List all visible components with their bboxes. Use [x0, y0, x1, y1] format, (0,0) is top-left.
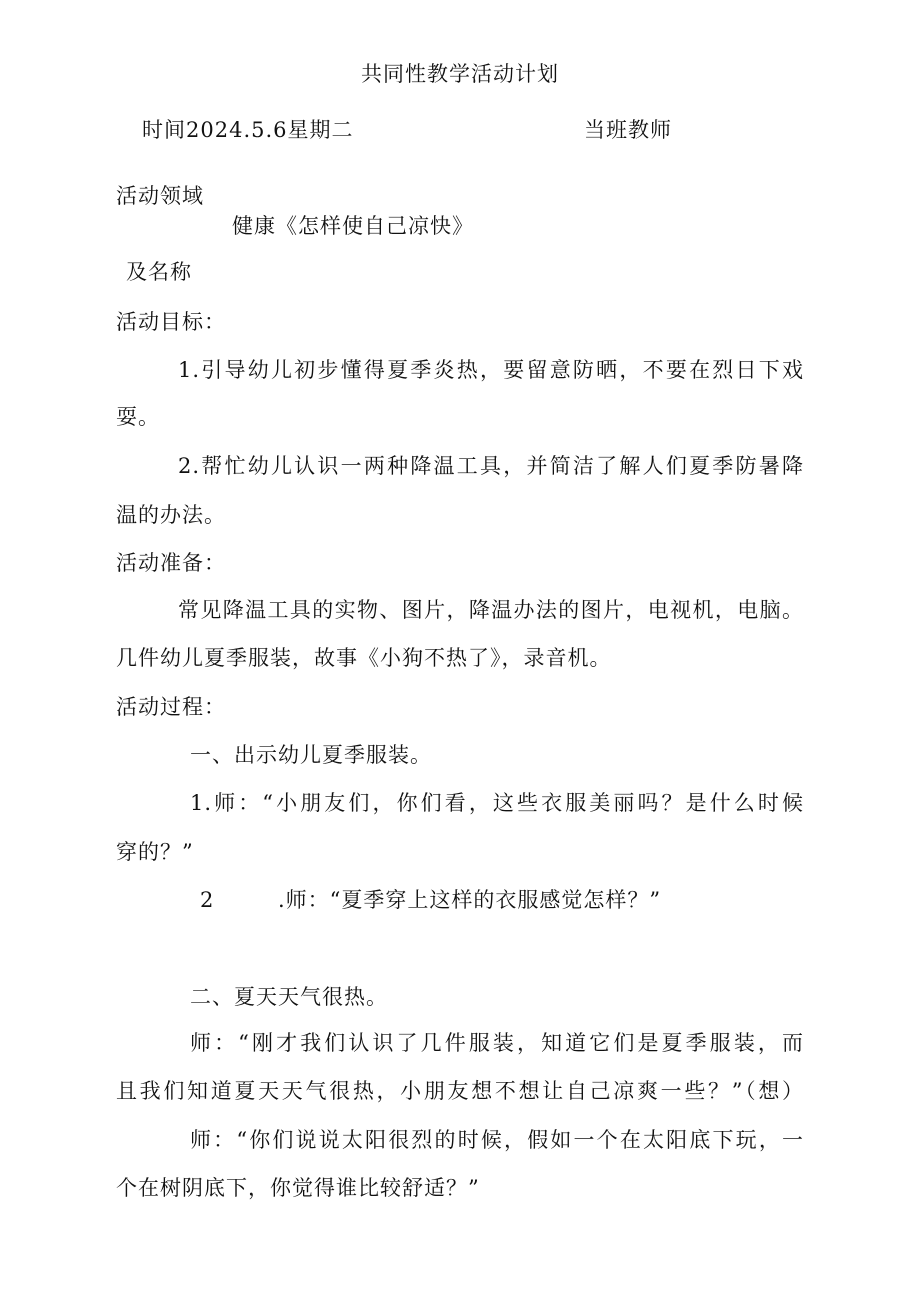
section-2-para-2-line2: 个在树阴底下，你觉得谁比较舒适？” — [116, 1176, 480, 1200]
section-1-item-2 — [200, 890, 661, 911]
domain-label-line1: 活动领域 — [116, 184, 204, 208]
goal-item-2-line1: 2.帮忙幼儿认识一两种降温工具，并简洁了解人们夏季防暑降 — [178, 454, 804, 478]
section-2-para-1-line1: 师：“刚才我们认识了几件服装，知道它们是夏季服装，而 — [190, 1031, 804, 1055]
section-1-item-2-number: 2 — [200, 888, 215, 912]
domain-label-line2: 及名称 — [126, 260, 192, 284]
prep-line2: 几件幼儿夏季服装，故事《小狗不热了》，录音机。 — [116, 646, 612, 670]
time-field: 时间2024.5.6星期二 — [142, 118, 354, 142]
section-1-item-2-text: .师：“夏季穿上这样的衣服感觉怎样？” — [278, 888, 662, 912]
section-1-heading: 一、出示幼儿夏季服装。 — [190, 743, 432, 767]
goal-item-1-line1: 1.引导幼儿初步懂得夏季炎热，要留意防晒，不要在烈日下戏 — [178, 358, 804, 382]
section-2-para-1-line2: 且我们知道夏天天气很热，小朋友想不想让自己凉爽一些？”（想） — [116, 1079, 804, 1103]
goal-item-2-line2: 温的办法。 — [116, 503, 226, 527]
goal-item-1-line2: 耍。 — [116, 405, 160, 429]
process-heading: 活动过程： — [116, 695, 226, 719]
prep-line1: 常见降温工具的实物、图片，降温办法的图片，电视机，电脑。 — [178, 598, 804, 622]
section-2-para-2-line1: 师：“你们说说太阳很烈的时候，假如一个在太阳底下玩，一 — [190, 1128, 804, 1152]
prep-heading: 活动准备： — [116, 551, 226, 575]
section-1-item-1-line2: 穿的？” — [116, 840, 194, 864]
goals-heading: 活动目标： — [116, 310, 226, 334]
teacher-label: 当班教师 — [584, 118, 672, 142]
page-title: 共同性教学活动计划 — [361, 62, 559, 86]
section-2-heading: 二、夏天天气很热。 — [190, 985, 388, 1009]
domain-name: 健康《怎样使自己凉快》 — [232, 214, 474, 238]
section-1-item-1-line1: 1.师：“小朋友们，你们看，这些衣服美丽吗？是什么时候 — [190, 791, 804, 815]
